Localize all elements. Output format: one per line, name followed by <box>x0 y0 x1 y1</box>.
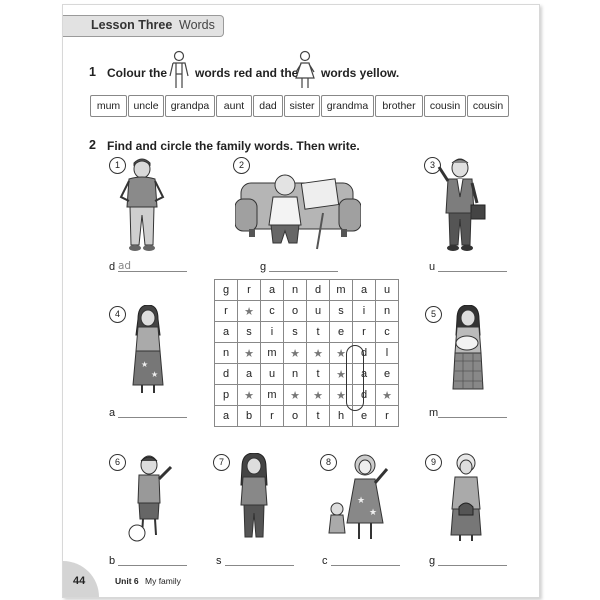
grid-cell[interactable]: c <box>261 301 284 322</box>
grid-cell[interactable]: o <box>284 301 307 322</box>
grid-cell[interactable]: t <box>307 364 330 385</box>
unit-title: My family <box>145 576 181 586</box>
grandpa-illustration <box>235 163 361 251</box>
grid-cell[interactable]: n <box>284 364 307 385</box>
item-number: 4 <box>109 306 126 323</box>
female-symbol-icon <box>293 50 317 90</box>
word-box[interactable]: brother <box>375 95 423 117</box>
word-box[interactable]: cousin <box>424 95 466 117</box>
answer-line[interactable] <box>429 554 507 566</box>
grid-cell[interactable]: ★ <box>238 343 261 364</box>
answer-line[interactable] <box>216 554 294 566</box>
lesson-header <box>63 15 224 37</box>
grid-cell[interactable]: d <box>215 364 238 385</box>
workbook-page <box>62 4 540 598</box>
grid-row <box>215 406 399 427</box>
answer-rule <box>118 417 187 418</box>
grid-cell[interactable]: m <box>261 343 284 364</box>
answer-first-letter: c <box>322 555 328 567</box>
grid-row <box>215 322 399 343</box>
grid-cell[interactable]: e <box>376 364 399 385</box>
svg-text:★: ★ <box>141 360 149 369</box>
lesson-title: Lesson Three <box>91 18 173 32</box>
answer-line[interactable] <box>109 406 187 418</box>
answer-line[interactable] <box>322 554 400 566</box>
item-number: 8 <box>320 454 337 471</box>
word-box[interactable]: aunt <box>216 95 252 117</box>
answer-rule <box>269 271 338 272</box>
grid-cell[interactable]: m <box>330 280 353 301</box>
word-box[interactable]: sister <box>284 95 320 117</box>
grid-cell[interactable]: ★ <box>330 385 353 406</box>
answer-rule <box>118 271 187 272</box>
circled-word-dad <box>346 345 364 411</box>
answer-rule <box>225 565 294 566</box>
answer-rule <box>331 565 400 566</box>
grid-cell[interactable]: c <box>376 322 399 343</box>
grid-cell[interactable]: t <box>307 406 330 427</box>
grid-cell[interactable]: s <box>238 322 261 343</box>
grid-row <box>215 364 399 385</box>
aunt-illustration <box>125 305 171 397</box>
grid-cell[interactable]: d <box>353 385 376 406</box>
uncle-illustration <box>431 157 489 253</box>
grid-cell[interactable]: ★ <box>330 343 353 364</box>
answer-first-letter: a <box>109 407 116 419</box>
exercise-2-text: Find and circle the family words. Then write. <box>107 139 360 153</box>
grid-cell[interactable]: r <box>353 322 376 343</box>
answer-rule <box>438 565 507 566</box>
grid-cell[interactable]: t <box>307 322 330 343</box>
grid-row <box>215 280 399 301</box>
lesson-subtitle: Words <box>179 18 215 32</box>
answer-first-letter: m <box>429 407 439 419</box>
male-symbol-icon <box>167 50 191 90</box>
grid-cell[interactable]: g <box>215 280 238 301</box>
grid-cell[interactable]: s <box>284 322 307 343</box>
svg-text:★: ★ <box>369 507 378 517</box>
word-box[interactable]: cousin <box>467 95 509 117</box>
grid-cell[interactable]: a <box>215 406 238 427</box>
grid-cell[interactable]: a <box>238 364 261 385</box>
answer-first-letter: s <box>216 555 222 567</box>
answer-line[interactable] <box>109 260 187 272</box>
grid-cell[interactable]: r <box>261 406 284 427</box>
grid-cell[interactable]: ★ <box>330 364 353 385</box>
answer-first-letter: u <box>429 261 436 273</box>
grid-cell[interactable]: l <box>376 343 399 364</box>
grid-cell[interactable]: a <box>215 322 238 343</box>
grid-cell[interactable]: ★ <box>284 343 307 364</box>
grid-cell[interactable]: o <box>284 406 307 427</box>
exercise-1-text-a: Colour the <box>107 66 167 80</box>
grid-cell[interactable]: u <box>261 364 284 385</box>
word-box[interactable]: mum <box>90 95 127 117</box>
grid-cell[interactable]: ★ <box>376 385 399 406</box>
mum-illustration <box>443 305 493 397</box>
dad-illustration <box>115 157 169 253</box>
word-box[interactable]: grandma <box>321 95 374 117</box>
item-number: 9 <box>425 454 442 471</box>
exercise-1-number: 1 <box>89 65 96 79</box>
word-box[interactable]: dad <box>253 95 283 117</box>
item-number: 3 <box>424 157 441 174</box>
word-search-grid <box>214 279 399 427</box>
answer-first-letter: b <box>109 555 116 567</box>
grid-row <box>215 343 399 364</box>
exercise-2-number: 2 <box>89 138 96 152</box>
grid-cell[interactable]: ★ <box>307 343 330 364</box>
grid-cell[interactable]: n <box>284 280 307 301</box>
word-box[interactable]: grandpa <box>165 95 215 117</box>
page-number: 44 <box>73 575 86 587</box>
svg-text:★: ★ <box>151 370 159 379</box>
exercise-1-text-b: words red and the <box>195 66 299 80</box>
answer-rule <box>438 417 507 418</box>
svg-text:★: ★ <box>357 495 366 505</box>
answer-rule <box>118 565 187 566</box>
grid-cell[interactable]: m <box>261 385 284 406</box>
item-number: 2 <box>233 157 250 174</box>
grid-cell[interactable]: r <box>215 301 238 322</box>
answer-first-letter: g <box>260 261 267 273</box>
brother-illustration <box>125 453 181 543</box>
cousin-illustration <box>325 453 401 545</box>
grid-cell[interactable]: ★ <box>307 385 330 406</box>
item-number: 5 <box>425 306 442 323</box>
grid-cell[interactable]: ★ <box>284 385 307 406</box>
grid-cell[interactable]: s <box>330 301 353 322</box>
grid-cell[interactable]: u <box>376 280 399 301</box>
answer-line[interactable] <box>429 260 507 272</box>
answer-first-letter: d <box>109 261 116 273</box>
grid-cell[interactable]: n <box>376 301 399 322</box>
answer-rule <box>438 271 507 272</box>
item-number: 7 <box>213 454 230 471</box>
answer-line[interactable] <box>109 554 187 566</box>
answer-line[interactable] <box>260 260 338 272</box>
item-number: 6 <box>109 454 126 471</box>
grid-cell[interactable]: r <box>238 280 261 301</box>
grid-cell[interactable]: d <box>307 280 330 301</box>
answer-line[interactable] <box>429 406 507 418</box>
answer-written: ad <box>118 260 132 272</box>
grid-cell[interactable]: a <box>353 280 376 301</box>
word-box[interactable]: uncle <box>128 95 164 117</box>
grid-cell[interactable]: a <box>353 364 376 385</box>
exercise-1-text-c: words yellow. <box>321 66 400 80</box>
grid-row <box>215 385 399 406</box>
grid-row <box>215 301 399 322</box>
grid-cell[interactable]: ★ <box>238 301 261 322</box>
grid-cell[interactable]: r <box>376 406 399 427</box>
unit-label: Unit 6 <box>115 576 139 586</box>
grid-cell[interactable]: p <box>215 385 238 406</box>
grid-cell[interactable]: i <box>353 301 376 322</box>
answer-first-letter: g <box>429 555 436 567</box>
grid-cell[interactable]: ★ <box>238 385 261 406</box>
grid-cell[interactable]: e <box>353 406 376 427</box>
grandma-illustration <box>443 453 489 545</box>
grid-cell[interactable]: u <box>307 301 330 322</box>
grid-cell[interactable]: a <box>261 280 284 301</box>
sister-illustration <box>231 453 277 545</box>
grid-cell[interactable]: n <box>215 343 238 364</box>
grid-cell[interactable]: b <box>238 406 261 427</box>
item-number: 1 <box>109 157 126 174</box>
grid-cell[interactable]: h <box>330 406 353 427</box>
grid-cell[interactable]: i <box>261 322 284 343</box>
grid-cell[interactable]: e <box>330 322 353 343</box>
grid-cell[interactable]: d <box>353 343 376 364</box>
